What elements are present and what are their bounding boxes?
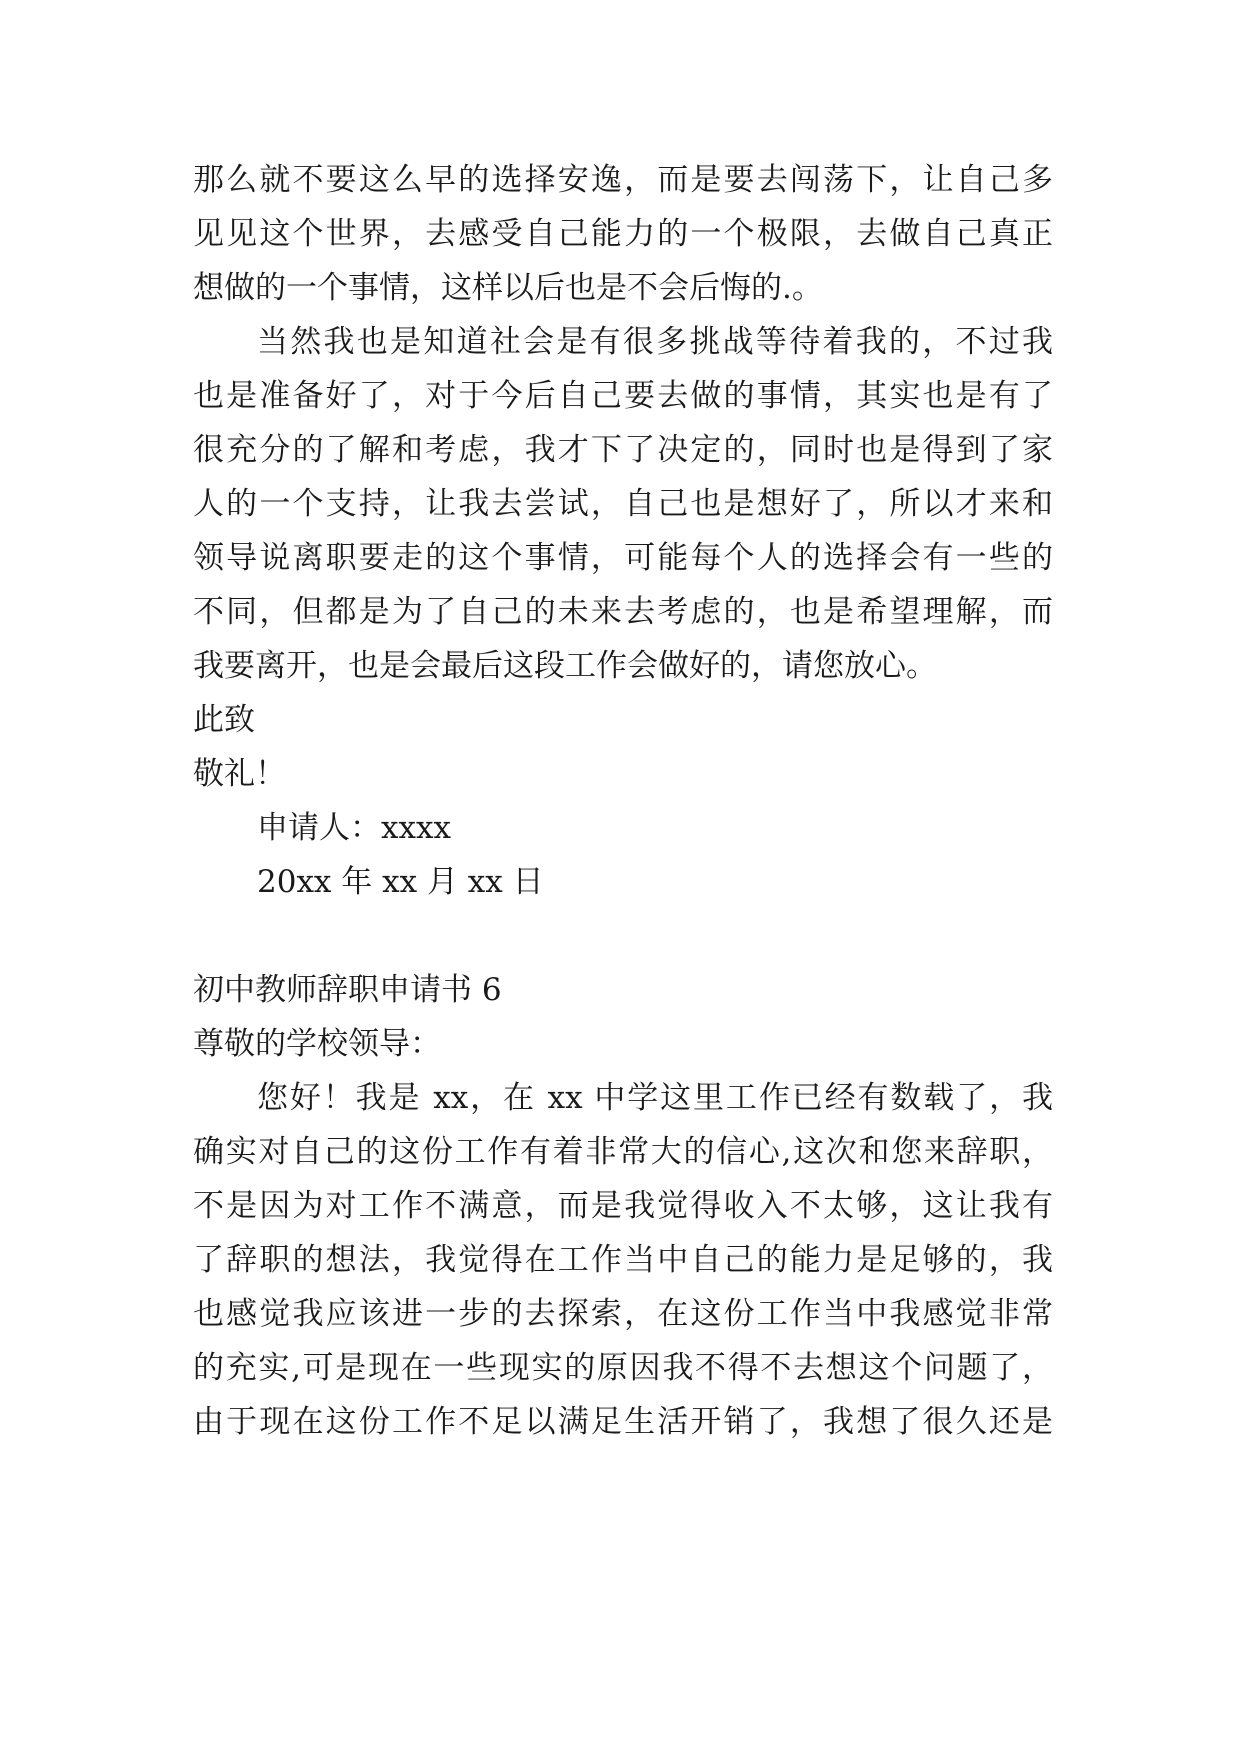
paragraph-line: 想做的一个事情，这样以后也是不会后悔的.。 [193,270,823,306]
closing-jingli: 敬礼！ [193,756,286,792]
paragraph-line: 当然我也是知道社会是有很多挑战等待着我的，不过我 [257,324,1053,360]
application-date: 20xx 年 xx 月 xx 日 [257,864,544,900]
applicant-signature: 申请人：xxxx [257,810,451,846]
paragraph-line: 了辞职的想法，我觉得在工作当中自己的能力是足够的，我 [193,1242,1053,1278]
paragraph-line: 我要离开，也是会最后这段工作会做好的，请您放心。 [193,648,937,684]
letter-title: 初中教师辞职申请书 6 [193,972,502,1008]
paragraph-line: 很充分的了解和考虑，我才下了决定的，同时也是得到了家 [193,432,1053,468]
paragraph-line: 那么就不要这么早的选择安逸，而是要去闯荡下，让自己多 [193,162,1053,198]
paragraph-line: 也感觉我应该进一步的去探索，在这份工作当中我感觉非常 [193,1296,1053,1332]
paragraph-line: 由于现在这份工作不足以满足生活开销了，我想了很久还是 [193,1404,1053,1440]
paragraph-line: 不是因为对工作不满意，而是我觉得收入不太够，这让我有 [193,1188,1053,1224]
paragraph-line: 的充实,可是现在一些现实的原因我不得不去想这个问题了， [193,1350,1053,1386]
paragraph-line: 领导说离职要走的这个事情，可能每个人的选择会有一些的 [193,540,1053,576]
paragraph-line: 人的一个支持，让我去尝试，自己也是想好了，所以才来和 [193,486,1053,522]
closing-zhici: 此致 [193,702,255,738]
paragraph-line: 见见这个世界，去感受自己能力的一个极限，去做自己真正 [193,216,1053,252]
paragraph-line: 也是准备好了，对于今后自己要去做的事情，其实也是有了 [193,378,1053,414]
paragraph-line: 您好！我是 xx，在 xx 中学这里工作已经有数载了，我 [257,1080,1053,1116]
paragraph-line: 不同，但都是为了自己的未来去考虑的，也是希望理解，而 [193,594,1053,630]
paragraph-line: 确实对自己的这份工作有着非常大的信心,这次和您来辞职， [193,1134,1053,1170]
letter-salutation: 尊敬的学校领导： [193,1026,441,1062]
